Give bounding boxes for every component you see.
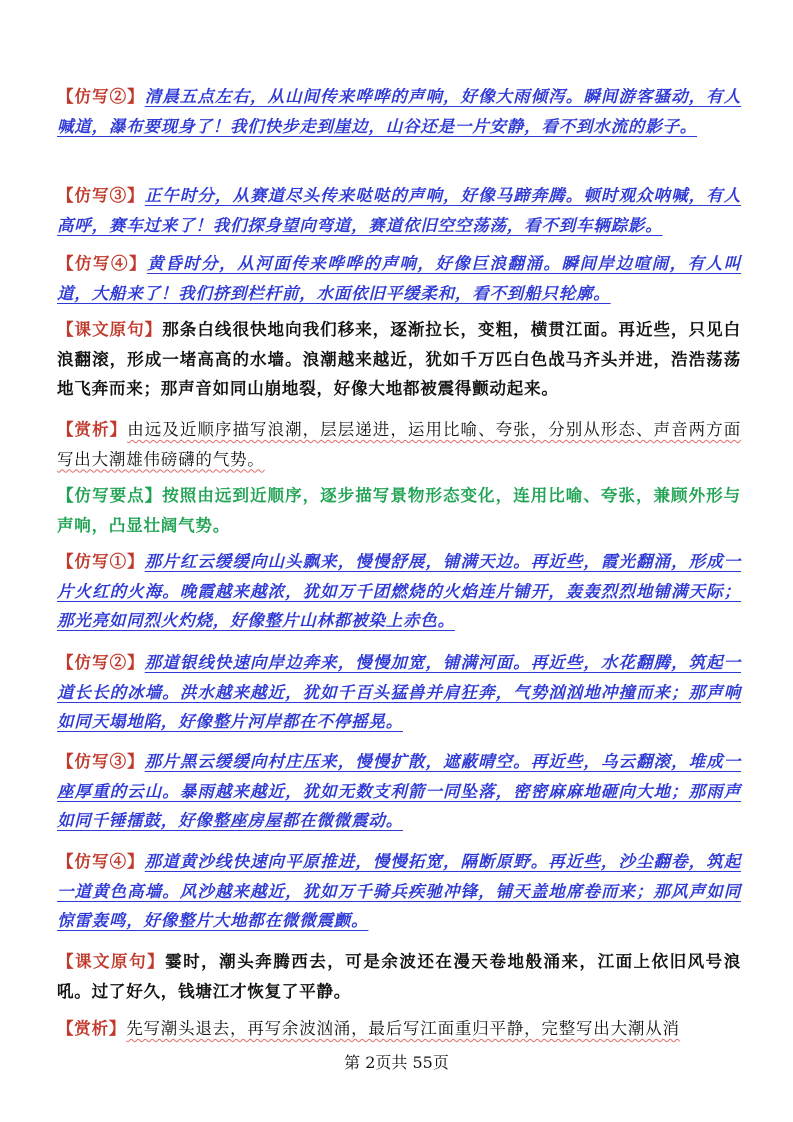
paragraph-tag: 【课文原句】 bbox=[57, 320, 163, 339]
paragraph-imitation-2 bbox=[57, 82, 741, 141]
paragraph-tag: 【赏析】 bbox=[57, 1019, 127, 1038]
paragraph-tag: 【仿写③】 bbox=[57, 186, 145, 205]
paragraph-imitation-3b bbox=[57, 747, 741, 836]
paragraph-tag: 【仿写要点】 bbox=[57, 486, 163, 505]
page-footer: 第 2页共 55页 bbox=[344, 1053, 449, 1072]
paragraph-text: 先写潮头退去，再写余波汹涌，最后写江面重归平静，完整写出大潮从消 bbox=[126, 1019, 680, 1038]
paragraph-tag: 【仿写④】 bbox=[57, 254, 148, 273]
paragraph-tag: 【仿写②】 bbox=[57, 653, 145, 672]
paragraph-tag: 【赏析】 bbox=[57, 420, 128, 439]
paragraph-key-points bbox=[57, 481, 741, 540]
paragraph-text: 按照由远到近顺序，逐步描写景物形态变化，连用比喻、夸张，兼顾外形与声响，凸显壮阔气势。 bbox=[57, 486, 741, 535]
paragraph-tag: 【仿写②】 bbox=[57, 87, 145, 106]
paragraph-imitation-2b bbox=[57, 648, 741, 737]
paragraph-text: 霎时，潮头奔腾西去，可是余波还在漫天卷地般涌来，江面上依旧风号浪吼。过了好久，钱塘江才恢复了平静。 bbox=[57, 952, 741, 1001]
paragraph-imitation-3 bbox=[57, 181, 741, 240]
paragraph-imitation-4 bbox=[57, 249, 741, 308]
paragraph-text: 那片红云缓缓向山头飘来，慢慢舒展，铺满天边。再近些，霞光翻涌，形成一片火红的火海。晚霞越来越浓，犹如万千团燃烧的火焰连片铺开，轰轰烈烈地铺满天际；那光亮如同烈火灼烧，好像整片山林都被染上赤色。 bbox=[57, 552, 742, 630]
paragraph-text: 那道银线快速向岸边奔来，慢慢加宽，铺满河面。再近些，水花翻腾，筑起一道长长的冰墙。洪水越来越近，犹如千百头猛兽并肩狂奔，气势汹汹地冲撞而来；那声响如同天塌地陷，好像整片河岸都在不停摇晃。 bbox=[57, 653, 742, 731]
paragraph-tag: 【仿写④】 bbox=[57, 852, 145, 871]
paragraph-text: 那条白线很快地向我们移来，逐渐拉长，变粗，横贯江面。再近些，只见白浪翻滚，形成一堵高高的水墙。浪潮越来越近，犹如千万匹白色战马齐头并进，浩浩荡荡地飞奔而来；那声音如同山崩地裂，好像大地都被震得颤动起来。 bbox=[57, 320, 741, 398]
paragraph-analysis-2 bbox=[57, 1014, 741, 1044]
paragraph-text: 黄昏时分，从河面传来哗哗的声响，好像巨浪翻涌。瞬间岸边喧闹，有人叫道，大船来了！我们挤到栏杆前，水面依旧平缓柔和，看不到船只轮廓。 bbox=[57, 254, 741, 303]
paragraph-text: 正午时分，从赛道尽头传来哒哒的声响，好像马蹄奔腾。顿时观众呐喊，有人高呼，赛车过来了！我们探身望向弯道，赛道依旧空空荡荡，看不到车辆踪影。 bbox=[57, 186, 742, 235]
paragraph-analysis bbox=[57, 415, 741, 474]
paragraph-original-sentence-2 bbox=[57, 947, 741, 1006]
paragraph-imitation-4b bbox=[57, 847, 741, 936]
paragraph-tag: 【仿写③】 bbox=[57, 752, 145, 771]
paragraph-text: 清晨五点左右，从山间传来哗哗的声响，好像大雨倾泻。瞬间游客骚动，有人喊道，瀑布要现身了！我们快步走到崖边，山谷还是一片安静，看不到水流的影子。 bbox=[57, 87, 742, 136]
paragraph-original-sentence bbox=[57, 315, 741, 404]
paragraph-imitation-1b bbox=[57, 547, 741, 636]
paragraph-text: 由远及近顺序描写浪潮，层层递进，运用比喻、夸张，分别从形态、声音两方面写出大潮雄伟磅礴的气势。 bbox=[57, 420, 742, 469]
paragraph-text: 那片黑云缓缓向村庄压来，慢慢扩散，遮蔽晴空。再近些，乌云翻滚，堆成一座厚重的云山。暴雨越来越近，犹如无数支利箭一同坠落，密密麻麻地砸向大地；那雨声如同千锤擂鼓，好像整座房屋都在微微震动。 bbox=[57, 752, 742, 830]
paragraph-text: 那道黄沙线快速向平原推进，慢慢拓宽，隔断原野。再近些，沙尘翻卷，筑起一道黄色高墙。风沙越来越近，犹如万千骑兵疾驰冲锋，铺天盖地席卷而来；那风声如同惊雷轰鸣，好像整片大地都在微微震颤。 bbox=[57, 852, 742, 930]
paragraph-tag: 【仿写①】 bbox=[57, 552, 145, 571]
paragraph-tag: 【课文原句】 bbox=[57, 952, 166, 971]
